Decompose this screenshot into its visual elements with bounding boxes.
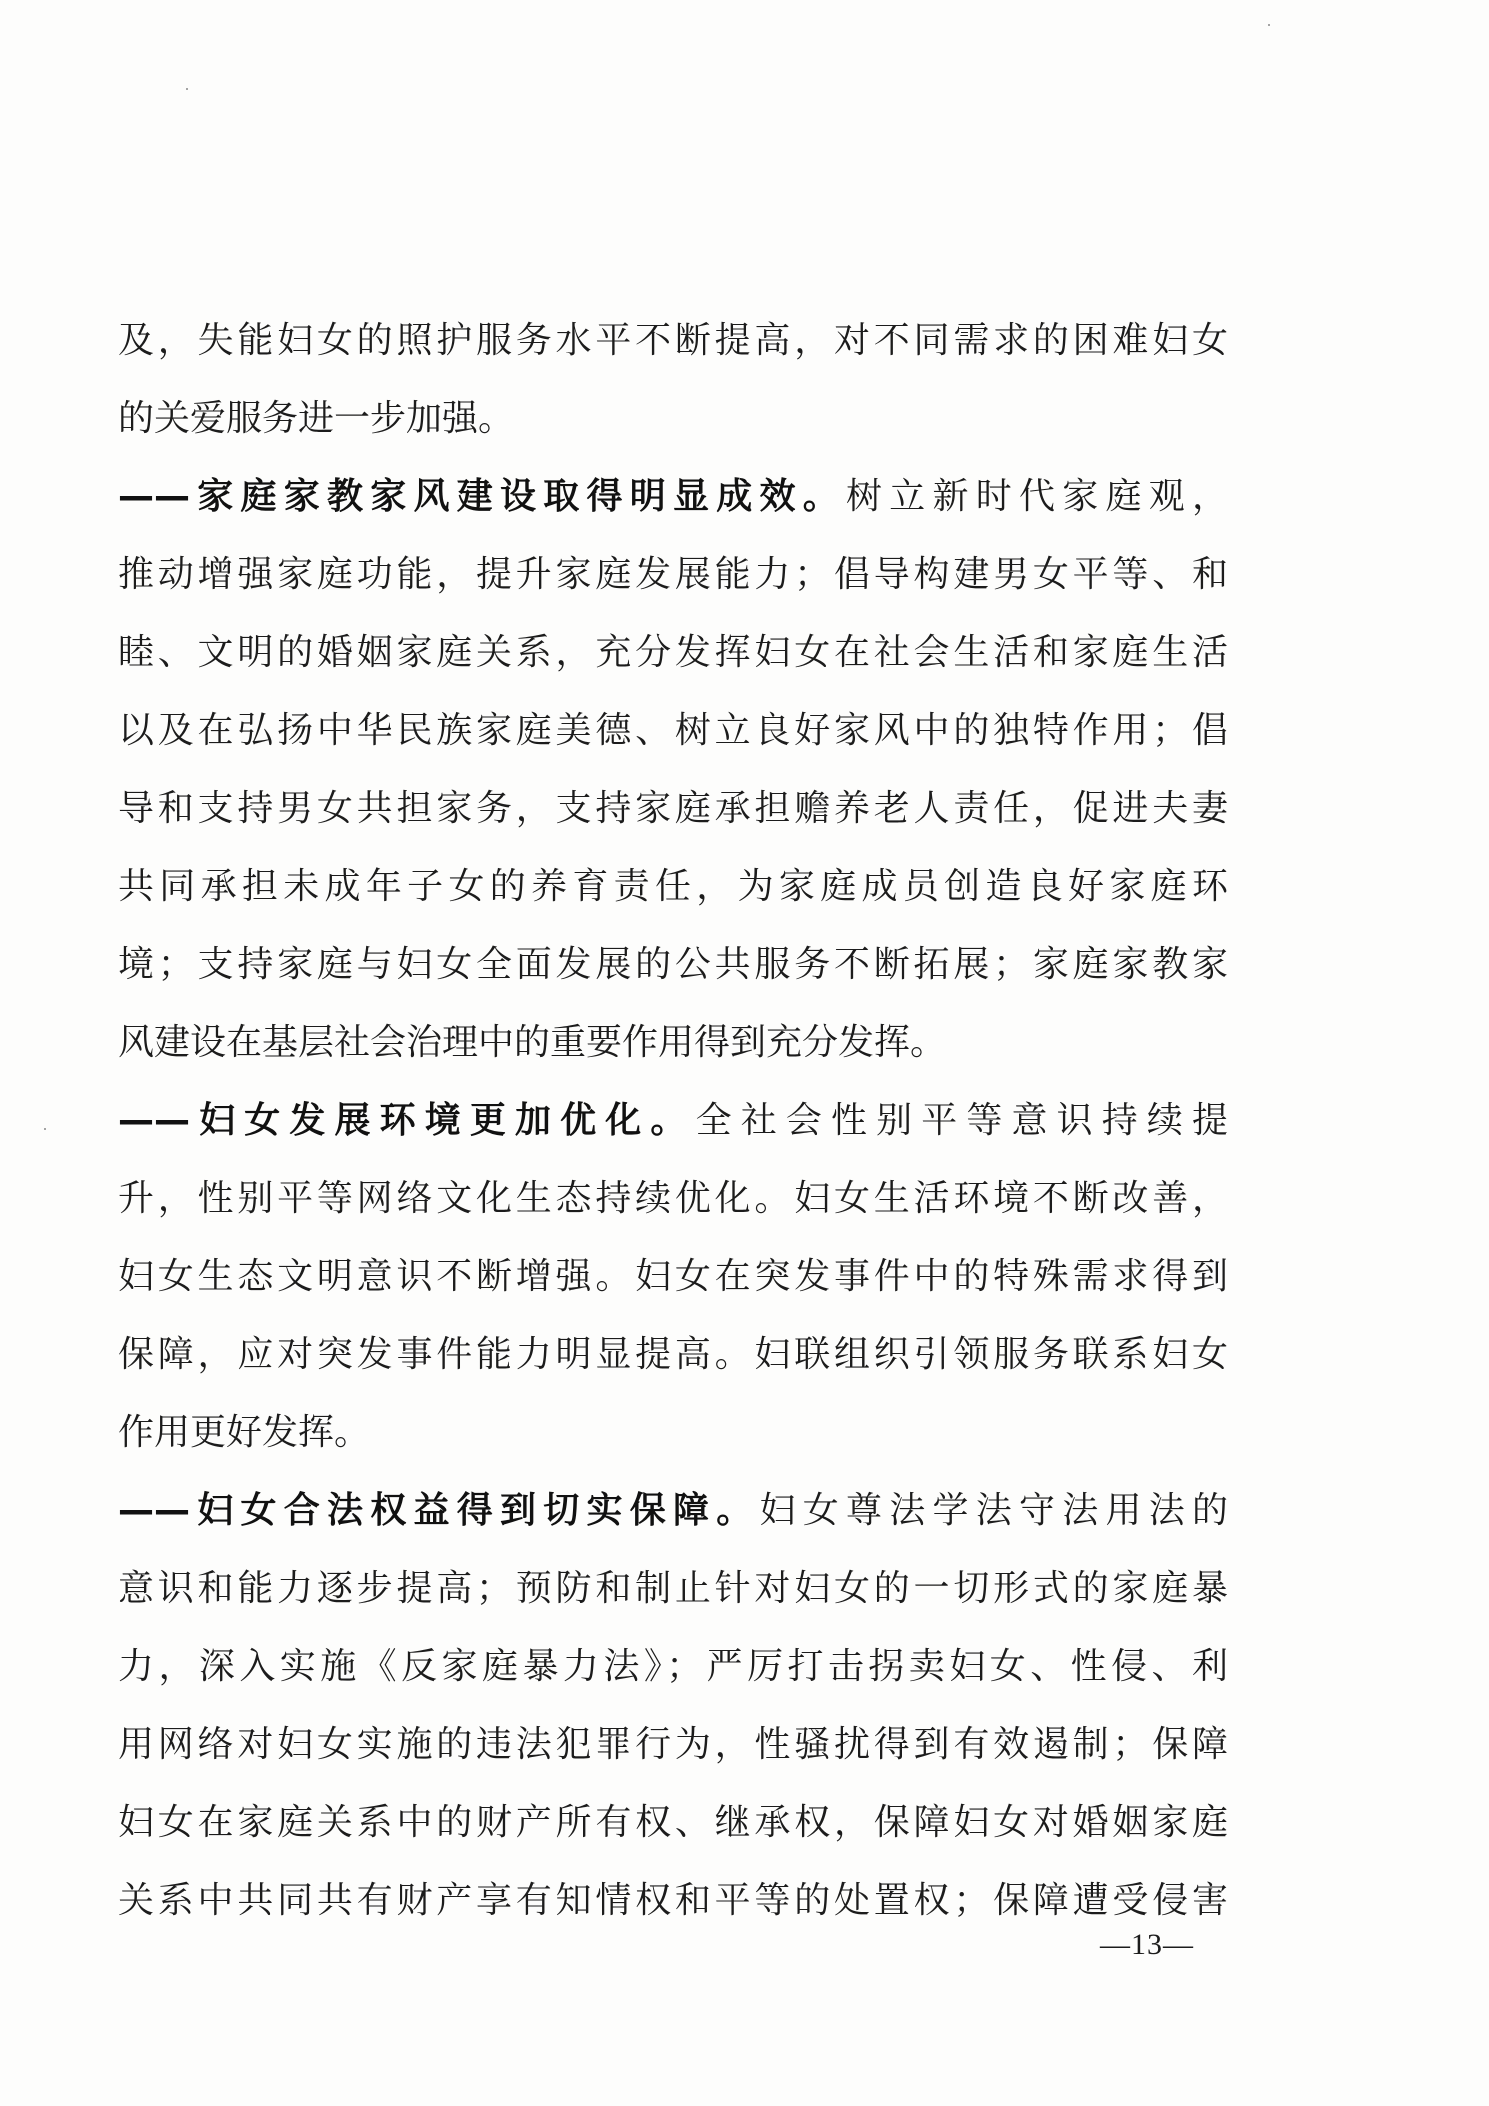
text-line: 推动增强家庭功能，提升家庭发展能力；倡导构建男女平等、和: [118, 554, 1228, 595]
text-line: 共同承担未成年子女的养育责任，为家庭成员创造良好家庭环: [118, 866, 1228, 907]
text-line: 风建设在基层社会治理中的重要作用得到充分发挥。: [118, 1022, 947, 1063]
paragraph-heading: ——妇女发展环境更加优化。: [118, 1100, 696, 1141]
scan-speck: [1268, 24, 1270, 26]
page-number: —13—: [1100, 1928, 1194, 1961]
paragraph-start-line: [118, 458, 1228, 536]
paragraph-start-line: [118, 1082, 1228, 1160]
text-line: 力，深入实施《反家庭暴力法》；严厉打击拐卖妇女、性侵、利: [118, 1646, 1228, 1687]
text-line: 的关爱服务进一步加强。: [118, 398, 515, 439]
scan-speck: [186, 88, 188, 90]
text-fragment: 全社会性别平等意识持续提: [695, 1100, 1228, 1141]
text-line: 保障，应对突发事件能力明显提高。妇联组织引领服务联系妇女: [118, 1334, 1228, 1375]
text-line: 用网络对妇女实施的违法犯罪行为，性骚扰得到有效遏制；保障: [118, 1724, 1228, 1765]
text-line: 以及在弘扬中华民族家庭美德、树立良好家风中的独特作用；倡: [118, 710, 1228, 751]
text-fragment: 妇女尊法学法守法用法的: [759, 1490, 1228, 1531]
text-line: 及，失能妇女的照护服务水平不断提高，对不同需求的困难妇女: [118, 320, 1228, 361]
text-line: 作用更好发挥。: [118, 1412, 371, 1453]
text-line: 关系中共同共有财产享有知情权和平等的处置权；保障遭受侵害: [118, 1880, 1228, 1921]
scan-speck: [44, 1128, 46, 1130]
text-line: 睦、文明的婚姻家庭关系，充分发挥妇女在社会生活和家庭生活: [118, 632, 1228, 673]
text-fragment: 树立新时代家庭观，: [845, 476, 1228, 517]
text-line: 妇女在家庭关系中的财产所有权、继承权，保障妇女对婚姻家庭: [118, 1802, 1228, 1843]
text-line: 妇女生态文明意识不断增强。妇女在突发事件中的特殊需求得到: [118, 1256, 1228, 1297]
paragraph-heading: ——妇女合法权益得到切实保障。: [118, 1490, 760, 1531]
text-line: 升，性别平等网络文化生态持续优化。妇女生活环境不断改善，: [118, 1178, 1228, 1219]
text-line: 意识和能力逐步提高；预防和制止针对妇女的一切形式的家庭暴: [118, 1568, 1228, 1609]
text-line: 境；支持家庭与妇女全面发展的公共服务不断拓展；家庭家教家: [118, 944, 1228, 985]
paragraph-start-line: [118, 1472, 1228, 1550]
body-text: [118, 302, 1228, 1940]
paragraph-heading: ——家庭家教家风建设取得明显成效。: [118, 476, 846, 517]
text-line: 导和支持男女共担家务，支持家庭承担赡养老人责任，促进夫妻: [118, 788, 1228, 829]
